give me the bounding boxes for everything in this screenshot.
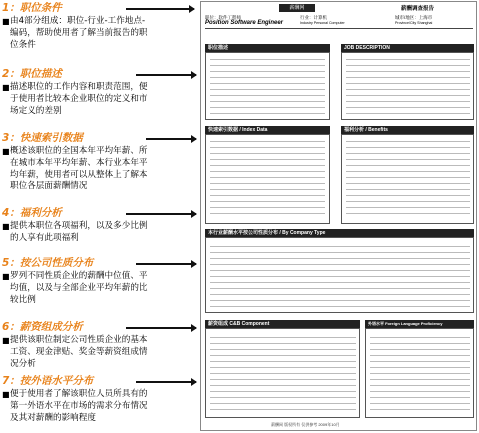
bullet-icon: ■ — [2, 272, 10, 281]
note-text: 罗列不同性质企业的薪酬中位值、平均值，以及与全部企业平均年薪的比较比例 — [10, 271, 148, 305]
salary-report-document — [200, 1, 477, 431]
note-title: 1：职位条件 — [2, 2, 62, 14]
benefits-box — [341, 134, 474, 224]
city-label: 城市/地区：上海市 — [395, 15, 433, 20]
language-table — [365, 328, 474, 418]
position-header — [205, 15, 473, 29]
job-description-en-box — [341, 52, 474, 120]
note-company-type — [2, 257, 152, 306]
section-company-type: 本行业薪酬水平按公司性质分布 / By Company Type — [205, 229, 474, 237]
note-language — [2, 375, 152, 424]
job-description-box — [205, 52, 330, 120]
position-label: 职位：软件工程师 — [205, 15, 241, 20]
report-footer: 薪酬网 版权所有 仅供参考 2009年10月 — [271, 422, 340, 427]
note-text: 由4部分组成：职位-行业-工作地点-编码，帮助使用者了解当前报告的职位条件 — [10, 16, 148, 50]
note-text: 提供本职位各项福利，以及多少比例的人享有此项福利 — [10, 221, 148, 243]
note-title: 7：按外语水平分布 — [2, 375, 94, 387]
industry-label: 行业：计算机 — [300, 15, 327, 20]
note-title: 2：职位描述 — [2, 68, 62, 80]
section-comp-components: 薪资组成 C&B Component — [205, 320, 360, 328]
arrow-icon — [146, 138, 196, 140]
bullet-icon: ■ — [2, 390, 10, 399]
note-index-data — [2, 132, 152, 193]
industry-en: Industry Personal Computer — [300, 21, 345, 25]
note-title: 4：福利分析 — [2, 207, 62, 219]
bullet-icon: ■ — [2, 83, 10, 92]
note-text: 描述职位的工作内容和职责范围，便于使用者比较本企业职位的定义和市场定义的差别 — [10, 82, 148, 116]
note-title: 6：薪资组成分析 — [2, 321, 83, 333]
arrow-icon — [136, 74, 196, 76]
note-text: 概述该职位的全国本年平均年薪、所在城市本年平均年薪、本行业本年平均年薪，使用者可以从整体上了解本职位各层面薪酬情况 — [10, 146, 148, 192]
section-language: 外语水平 Foreign Language Proficiency — [365, 320, 474, 328]
logo: 薪酬网 — [279, 4, 315, 12]
arrow-icon — [126, 213, 196, 215]
section-job-description-en: JOB DESCRIPTION — [341, 44, 474, 52]
section-benefits: 福利分析 / Benefits — [341, 126, 474, 134]
arrow-icon — [136, 381, 196, 383]
position-title: Position Software Engineer — [205, 20, 284, 26]
bullet-icon: ■ — [2, 222, 10, 231]
note-title: 5：按公司性质分布 — [2, 257, 94, 269]
section-index-data: 快速索引数据 / Index Data — [205, 126, 330, 134]
report-title: 薪酬调查报告 — [401, 6, 435, 12]
arrow-icon — [126, 327, 196, 329]
bullet-icon: ■ — [2, 17, 10, 26]
note-job-description — [2, 68, 152, 117]
comp-components-table — [205, 328, 360, 418]
section-job-description-cn: 职位描述 — [205, 44, 330, 52]
note-text: 便于使用者了解该职位人员所具有的第一外语水平在市场的需求分布情况及其对薪酬的影响程度 — [10, 389, 148, 423]
note-title: 3：快速索引数据 — [2, 132, 83, 144]
note-text: 提供该职位制定公司性质企业的基本工资、现金津贴、奖金等薪资组成情况分析 — [10, 335, 148, 369]
arrow-icon — [136, 263, 196, 265]
company-type-table — [205, 237, 474, 313]
index-data-box — [205, 134, 330, 224]
arrow-icon — [126, 8, 194, 10]
city-en: Province/City Shanghai — [395, 21, 433, 25]
bullet-icon: ■ — [2, 147, 10, 156]
annotation-panel — [0, 0, 205, 433]
bullet-icon: ■ — [2, 336, 10, 345]
